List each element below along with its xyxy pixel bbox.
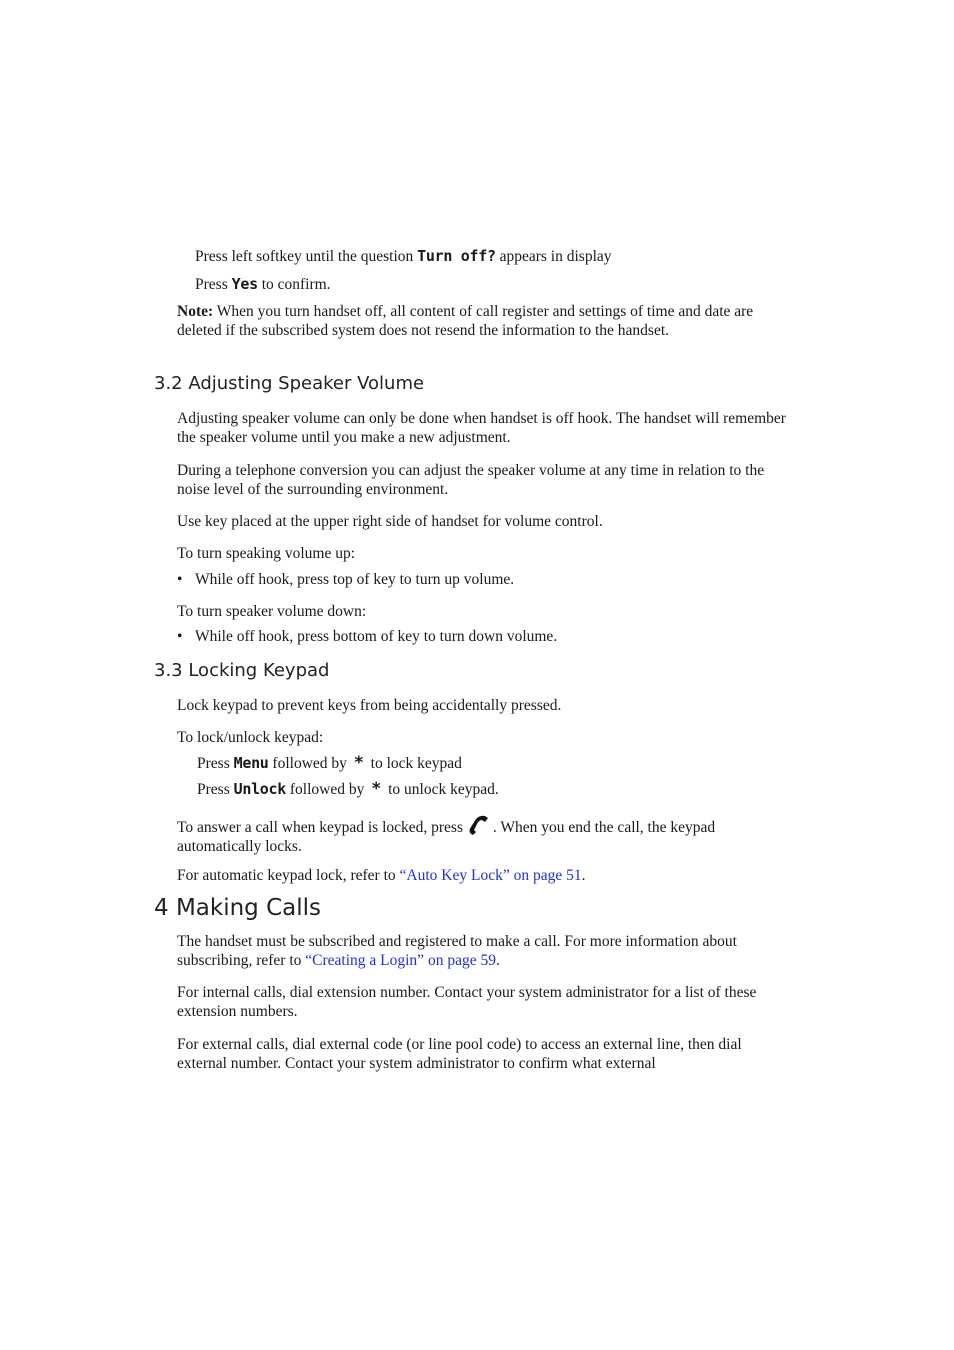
section-3-2-heading: 3.2 Adjusting Speaker Volume <box>154 373 425 394</box>
softkey-yes: Yes <box>231 275 258 293</box>
keypad-para-1: Lock keypad to prevent keys from being accidentally pressed. <box>177 697 562 714</box>
bullet-icon: • <box>177 628 183 645</box>
auto-lock-text: For automatic keypad lock, refer to <box>177 867 400 884</box>
softkey-turn-off: Turn off? <box>417 247 496 265</box>
step-text: appears in display <box>495 248 612 265</box>
making-calls-para-2: For internal calls, dial extension number. Contact your system administrator for a list of these extension numbers. <box>177 984 757 1020</box>
bullet-text: While off hook, press top of key to turn up volume. <box>195 571 515 588</box>
star-key-icon: * <box>354 753 364 773</box>
step-text: to unlock keypad. <box>384 781 499 798</box>
speaker-para-3: Use key placed at the upper right side of handset for volume control. <box>177 513 603 530</box>
creating-login-link[interactable]: “Creating a Login” on page 59 <box>305 952 496 969</box>
auto-key-lock-link[interactable]: “Auto Key Lock” on page 51 <box>399 867 582 884</box>
step-text: to confirm. <box>257 276 331 293</box>
making-calls-para-3: For external calls, dial external code (or line pool code) to access an external line, then dial external number. Contact your system administrator to confirm what external <box>177 1036 742 1072</box>
lock-step <box>197 754 462 773</box>
volume-down-bullet <box>177 627 557 646</box>
bullet-icon: • <box>177 571 183 588</box>
step-text: followed by <box>268 755 351 772</box>
step-text: Press <box>197 781 234 798</box>
bullet-text: While off hook, press bottom of key to turn down volume. <box>195 628 558 645</box>
step-confirm <box>195 275 331 294</box>
section-3-3-heading: 3.3 Locking Keypad <box>154 660 330 681</box>
softkey-unlock: Unlock <box>233 780 286 798</box>
auto-lock-text: . <box>581 867 586 884</box>
speaker-para-1: Adjusting speaker volume can only be done when handset is off hook. The handset will remember the speaker volume until you make a new adjustment. <box>177 410 786 446</box>
answer-text: . When you end the call, the keypad automatically locks. <box>177 819 716 855</box>
answer-text: To answer a call when keypad is locked, press <box>177 819 467 836</box>
step-text: followed by <box>286 781 369 798</box>
making-calls-para-1 <box>177 932 789 970</box>
volume-down-intro: To turn speaker volume down: <box>177 603 367 620</box>
step-text: to lock keypad <box>366 755 462 772</box>
softkey-menu: Menu <box>233 754 269 772</box>
para-text: The handset must be subscribed and registered to make a call. For more information about subscribing, refer to <box>177 933 737 969</box>
answer-locked-para <box>177 814 792 856</box>
volume-up-intro: To turn speaking volume up: <box>177 545 356 562</box>
star-key-icon: * <box>371 779 381 799</box>
auto-lock-para <box>177 866 585 885</box>
note-label: Note: <box>177 303 214 320</box>
step-text: Press <box>195 276 232 293</box>
step-text: Press <box>197 755 234 772</box>
note-paragraph <box>177 302 789 340</box>
unlock-step <box>197 780 499 799</box>
speaker-para-2: During a telephone conversion you can adjust the speaker volume at any time in relation to the noise level of the surrounding environment. <box>177 462 765 498</box>
step-turn-off <box>195 247 612 266</box>
section-4-heading: 4 Making Calls <box>154 895 321 921</box>
volume-up-bullet <box>177 570 514 589</box>
keypad-intro: To lock/unlock keypad: <box>177 729 324 746</box>
step-text: Press left softkey until the question <box>195 248 418 265</box>
para-text: . <box>495 952 500 969</box>
note-text: When you turn handset off, all content of call register and settings of time and date are deleted if the subscribed system does not resend the information to the handset. <box>177 303 754 339</box>
off-hook-phone-icon <box>467 814 493 836</box>
